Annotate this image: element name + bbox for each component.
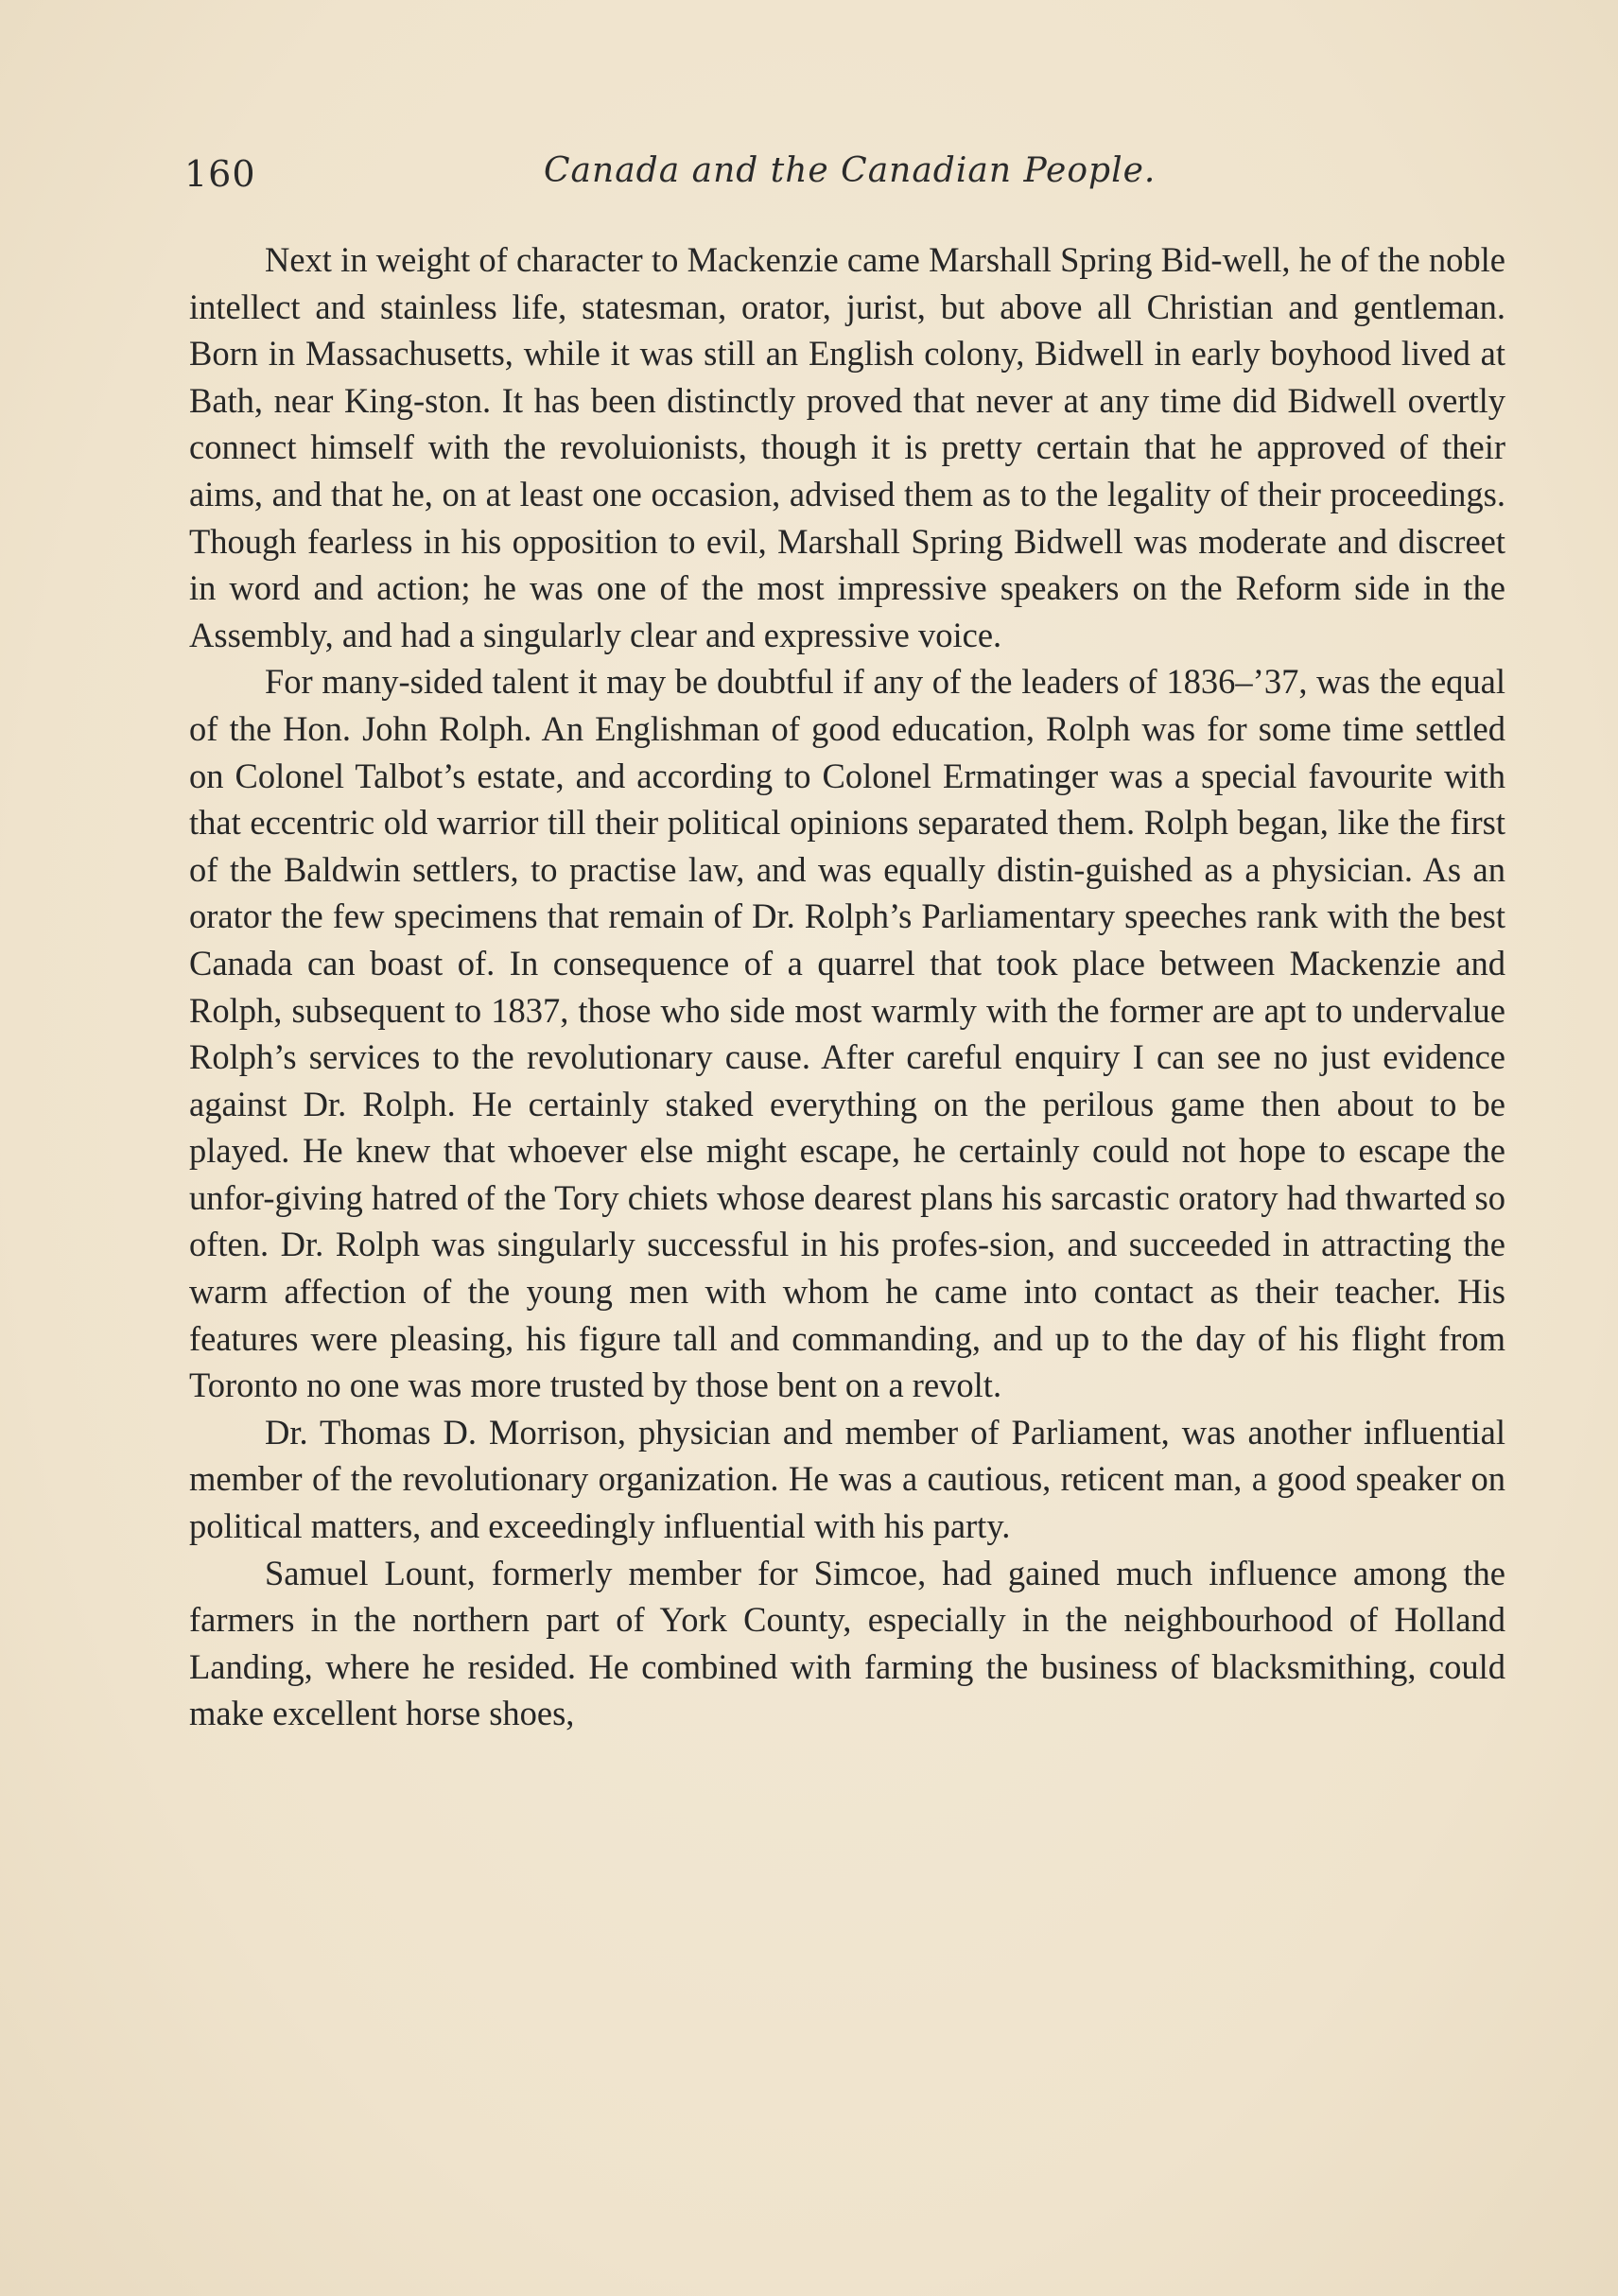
body-text <box>189 236 1505 1737</box>
paragraph-lount: Samuel Lount, formerly member for Simcoe, had gained much influence among the farmers in the northern part of York County, especially in the neighbourhood of Holland Landing, where he resided. He combined with farming the business of blacksmithing, could make excellent horse shoes, <box>189 1553 1505 1733</box>
paragraph-bidwell: Next in weight of character to Mackenzie came Marshall Spring Bid-well, he of the noble intellect and stainless life, statesman, orator, jurist, but above all Christian and gentleman. Born in Massachusetts, while it was still an English colony, Bidwell in early boyhood lived at Bath, near King-ston. It has been distinctly proved that never at any time did Bidwell overtly connect himself with the revoluionists, though it is pretty certain that he approved of their aims, and that he, on at least one occasion, advised them as to the legality of their proceedings. Though fearless in his opposition to evil, Marshall Spring Bidwell was moderate and discreet in word and action; he was one of the most impressive speakers on the Reform side in the Assembly, and had a singularly clear and expressive voice. <box>189 240 1505 654</box>
page-number: 160 <box>184 153 256 195</box>
page-header <box>184 142 1157 199</box>
paragraph-rolph: For many-sided talent it may be doubtful if any of the leaders of 1836–’37, was the equal of the Hon. John Rolph. An Englishman of good education, Rolph was for some time settled on Colonel Talbot’s estate, and according to Colonel Ermatinger was a special favourite with that eccentric old warrior till their political opinions separated them. Rolph began, like the first of the Baldwin settlers, to practise law, and was equally distin-guished as a physician. As an orator the few specimens that remain of Dr. Rolph’s Parliamentary speeches rank with the best Canada can boast of. In consequence of a quarrel that took place between Mackenzie and Rolph, subsequent to 1837, those who side most warmly with the former are apt to undervalue Rolph’s services to the revolutionary cause. After careful enquiry I can see no just evidence against Dr. Rolph. He certainly staked everything on the perilous game then about to be played. He knew that whoever else might escape, he certainly could not hope to escape the unfor-giving hatred of the Tory chiets whose dearest plans his sarcastic oratory had thwarted so often. Dr. Rolph was singularly successful in his profes-sion, and succeeded in attracting the warm affection of the young men with whom he came into contact as their teacher. His features were pleasing, his figure tall and commanding, and up to the day of his flight from Toronto no one was more trusted by those bent on a revolt. <box>189 662 1505 1405</box>
paragraph-morrison: Dr. Thomas D. Morrison, physician and member of Parliament, was another influential member of the revolutionary organization. He was a cautious, reticent man, a good speaker on political matters, and exceedingly influential with his party. <box>189 1412 1505 1546</box>
running-title: Canada and the Canadian People. <box>544 151 1157 190</box>
